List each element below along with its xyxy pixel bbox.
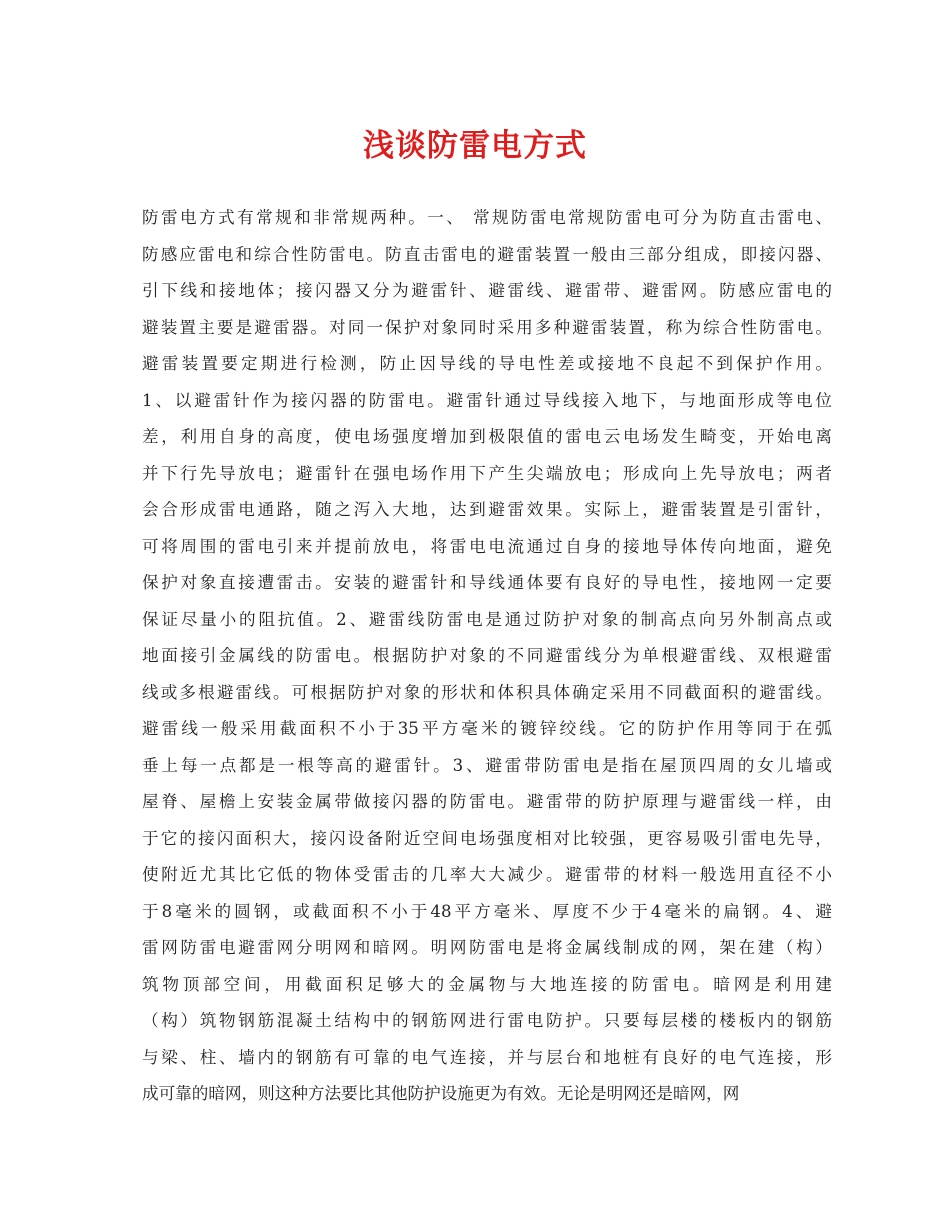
text-line: 线或多根避雷线。可根据防护对象的形状和体积具体确定采用不同截面积的避雷线。 — [142, 682, 832, 702]
text-line: 垂上每一点都是一根等高的避雷针。3、避雷带防雷电是指在屋顶四周的女儿墙或 — [142, 755, 832, 775]
text-line: 雷网防雷电避雷网分明网和暗网。明网防雷电是将金属线制成的网，架在建（构） — [142, 938, 832, 957]
text-line: 避装置主要是避雷器。对同一保护对象同时采用多种避雷装置，称为综合性防雷电。 — [142, 317, 832, 337]
text-line: 差，利用自身的高度，使电场强度增加到极限值的雷电云电场发生畸变，开始电离 — [142, 427, 832, 446]
text-line: 避雷线一般采用截面积不小于35平方毫米的镀锌绞线。它的防护作用等同于在弧 — [142, 719, 832, 738]
text-line: 筑物顶部空间，用截面积足够大的金属物与大地连接的防雷电。暗网是利用建 — [142, 974, 832, 994]
text-line: （构）筑物钢筋混凝土结构中的钢筋网进行雷电防护。只要每层楼的楼板内的钢筋 — [142, 1011, 832, 1030]
text-line: 保证尽量小的阻抗值。2、避雷线防雷电是通过防护对象的制高点向另外制高点或 — [142, 609, 832, 629]
page-title: 浅谈防雷电方式 — [363, 128, 587, 164]
text-line: 可将周围的雷电引来并提前放电，将雷电电流通过自身的接地导体传向地面，避免 — [142, 536, 832, 556]
text-line: 防感应雷电和综合性防雷电。防直击雷电的避雷装置一般由三部分组成，即接闪器、 — [142, 244, 832, 264]
text-line: 保护对象直接遭雷击。安装的避雷针和导线通体要有良好的导电性，接地网一定要 — [142, 573, 832, 592]
text-line: 1、以避雷针作为接闪器的防雷电。避雷针通过导线接入地下，与地面形成等电位 — [142, 390, 832, 410]
text-line: 避雷装置要定期进行检测，防止因导线的导电性差或接地不良起不到保护作用。 — [142, 354, 832, 373]
text-line: 成可靠的暗网，则这种方法要比其他防护设施更为有效。无论是明网还是暗网，网 — [142, 1084, 740, 1103]
text-line: 于8毫米的圆钢，或截面积不小于48平方毫米、厚度不少于4毫米的扁钢。4、避 — [142, 901, 832, 921]
text-line: 与梁、柱、墙内的钢筋有可靠的电气连接，并与层台和地桩有良好的电气连接，形 — [142, 1047, 832, 1067]
text-line: 屋脊、屋檐上安装金属带做接闪器的防雷电。避雷带的防护原理与避雷线一样，由 — [142, 792, 832, 811]
text-line: 于它的接闪面积大，接闪设备附近空间电场强度相对比较强，更容易吸引雷电先导， — [142, 828, 832, 848]
text-line: 并下行先导放电；避雷针在强电场作用下产生尖端放电；形成向上先导放电；两者 — [142, 463, 832, 483]
text-line: 使附近尤其比它低的物体受雷击的几率大大减少。避雷带的材料一般选用直径不小 — [142, 865, 832, 884]
body-text — [142, 200, 832, 1113]
text-line: 地面接引金属线的防雷电。根据防护对象的不同避雷线分为单根避雷线、双根避雷 — [142, 646, 832, 665]
text-line: 引下线和接地体；接闪器又分为避雷针、避雷线、避雷带、避雷网。防感应雷电的 — [142, 281, 832, 300]
text-line: 会合形成雷电通路，随之泻入大地，达到避雷效果。实际上，避雷装置是引雷针， — [142, 500, 832, 519]
text-line: 防雷电方式有常规和非常规两种。一、 常规防雷电常规防雷电可分为防直击雷电、 — [142, 208, 832, 227]
